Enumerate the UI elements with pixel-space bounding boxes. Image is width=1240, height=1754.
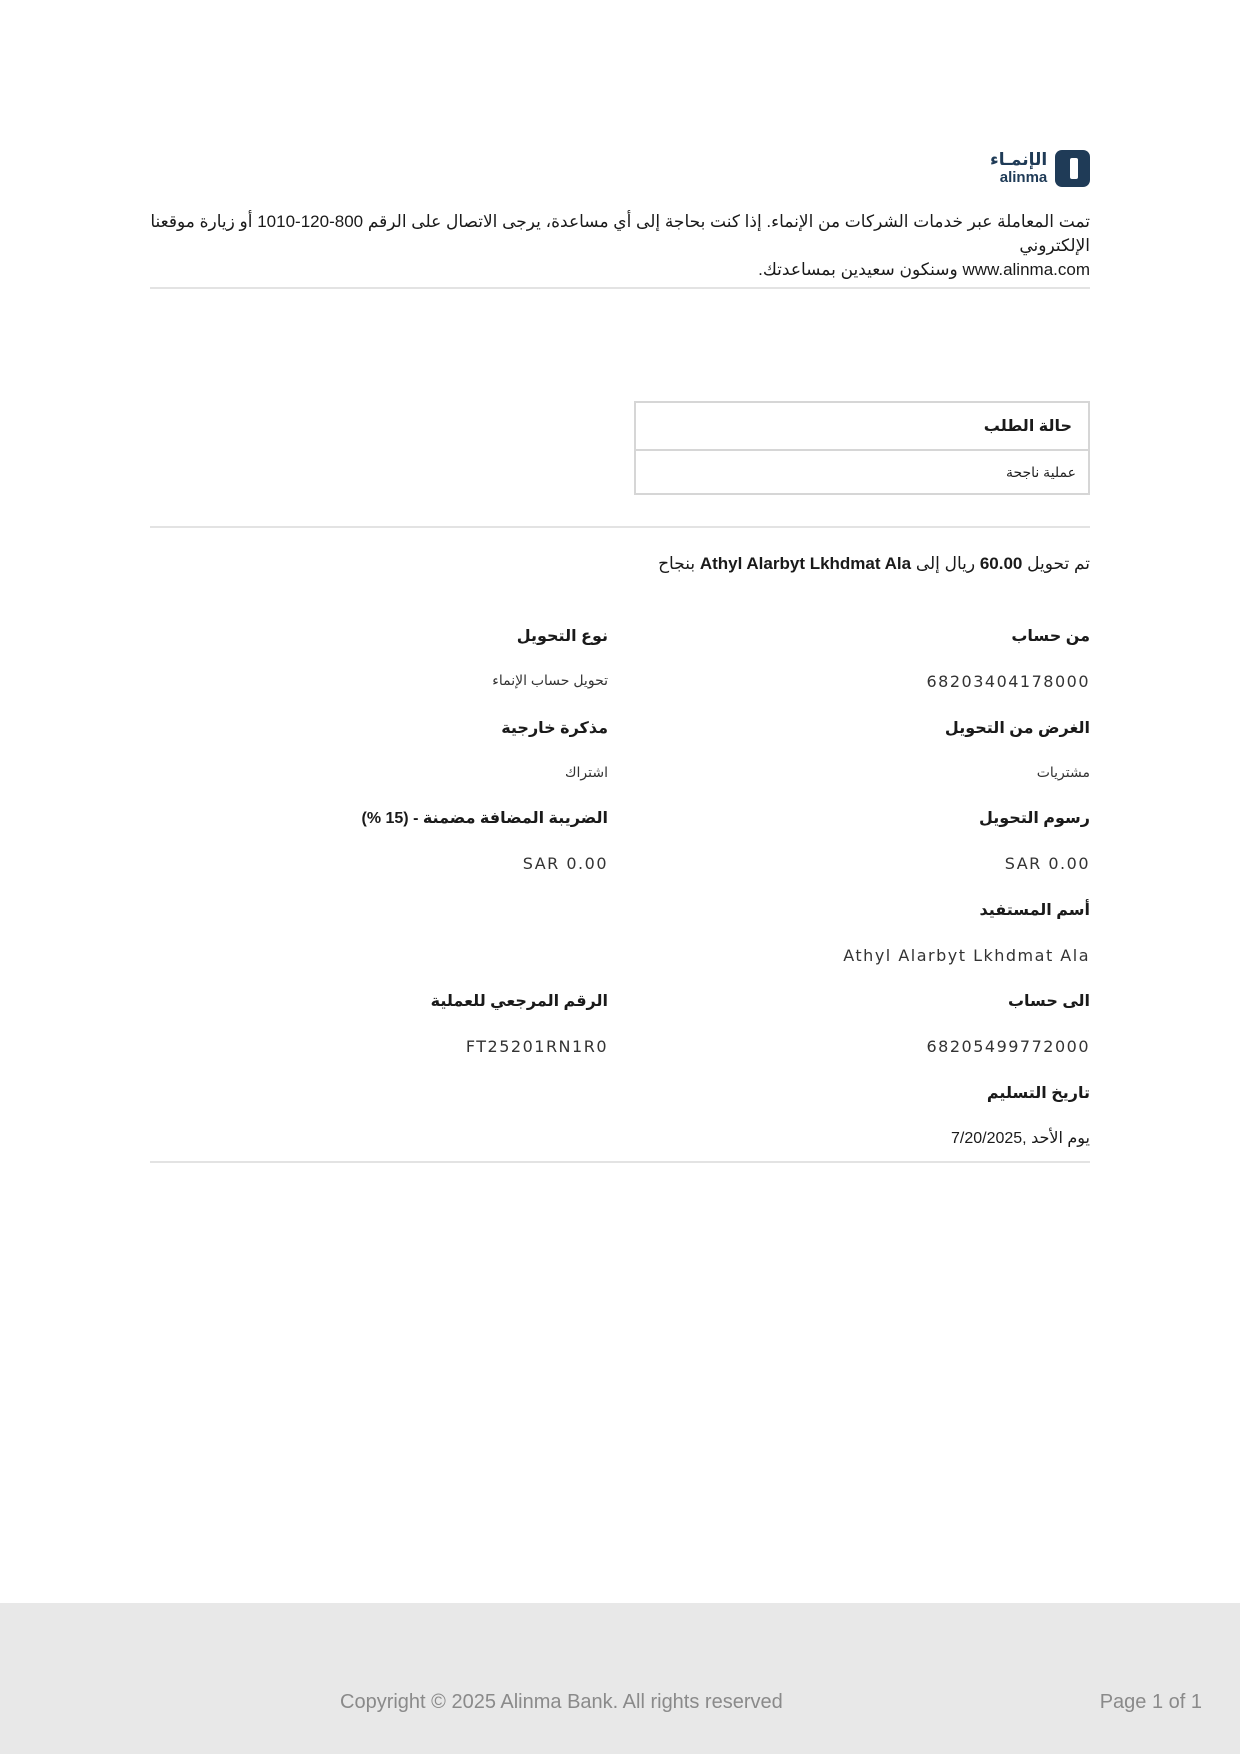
vat-label: الضريبة المضافة مضمنة - (15 %) xyxy=(361,810,608,827)
vat-value: SAR 0.00 xyxy=(522,854,608,873)
beneficiary-name-value: Athyl Alarbyt Lkhdmat Ala xyxy=(843,946,1090,965)
summary-amount: 60.00 xyxy=(979,554,1023,573)
delivery-date-label: تاريخ التسليم xyxy=(986,1085,1090,1102)
from-account-label: من حساب xyxy=(1011,628,1090,645)
transfer-type-value: تحويل حساب الإنماء xyxy=(492,672,608,688)
delivery-date-value: يوم الأحد ,7/20/2025 xyxy=(950,1130,1090,1147)
transfer-type-label: نوع التحويل xyxy=(516,628,608,645)
copyright-text: Copyright © 2025 Alinma Bank. All rights reserved xyxy=(340,1691,783,1713)
summary-beneficiary: Athyl Alarbyt Lkhdmat Ala xyxy=(699,554,912,573)
alinma-logo-icon xyxy=(1055,150,1090,187)
intro-line-2: www.alinma.com وسنكون سعيدين بمساعدتك. xyxy=(758,260,1090,279)
transfer-summary xyxy=(150,554,1090,574)
request-status-box xyxy=(634,401,1090,495)
divider-top xyxy=(150,287,1090,289)
purpose-label: الغرض من التحويل xyxy=(944,720,1090,737)
page-footer xyxy=(0,1603,1240,1754)
alinma-logo xyxy=(990,148,1090,188)
intro-message xyxy=(150,210,1090,282)
divider-bottom xyxy=(150,1161,1090,1163)
purpose-value: مشتريات xyxy=(1036,764,1090,780)
beneficiary-name-label: أسم المستفيد xyxy=(979,902,1090,919)
page-number: Page 1 of 1 xyxy=(1099,1691,1202,1713)
intro-line-1: تمت المعاملة عبر خدمات الشركات من الإنماء. إذا كنت بحاجة إلى أي مساعدة، يرجى الاتصال على الرقم 800-120-1010 أو زيارة موقعنا الإلكتروني xyxy=(150,212,1090,255)
receipt-page xyxy=(150,0,1090,1600)
summary-prefix: تم تحويل xyxy=(1027,554,1090,573)
reference-number-label: الرقم المرجعي للعملية xyxy=(430,993,608,1010)
external-memo-label: مذكرة خارجية xyxy=(501,720,608,737)
request-status-label: حالة الطلب xyxy=(636,403,1088,451)
transfer-fees-value: SAR 0.00 xyxy=(1004,854,1090,873)
reference-number-value: FT25201RN1R0 xyxy=(465,1037,608,1056)
summary-currency: ريال إلى xyxy=(915,554,976,573)
external-memo-value: اشتراك xyxy=(565,764,608,780)
transfer-fees-label: رسوم التحويل xyxy=(978,810,1090,827)
logo-arabic-text: الإنمـاء xyxy=(990,150,1048,169)
logo-wordmark xyxy=(990,151,1047,185)
summary-suffix: بنجاح xyxy=(658,554,696,573)
to-account-value: 68205499772000 xyxy=(926,1037,1090,1056)
request-status-value: عملية ناجحة xyxy=(1005,463,1076,480)
from-account-value: 68203404178000 xyxy=(926,672,1090,691)
divider-middle xyxy=(150,526,1090,528)
to-account-label: الى حساب xyxy=(1007,993,1090,1010)
logo-english-text: alinma xyxy=(999,169,1048,186)
